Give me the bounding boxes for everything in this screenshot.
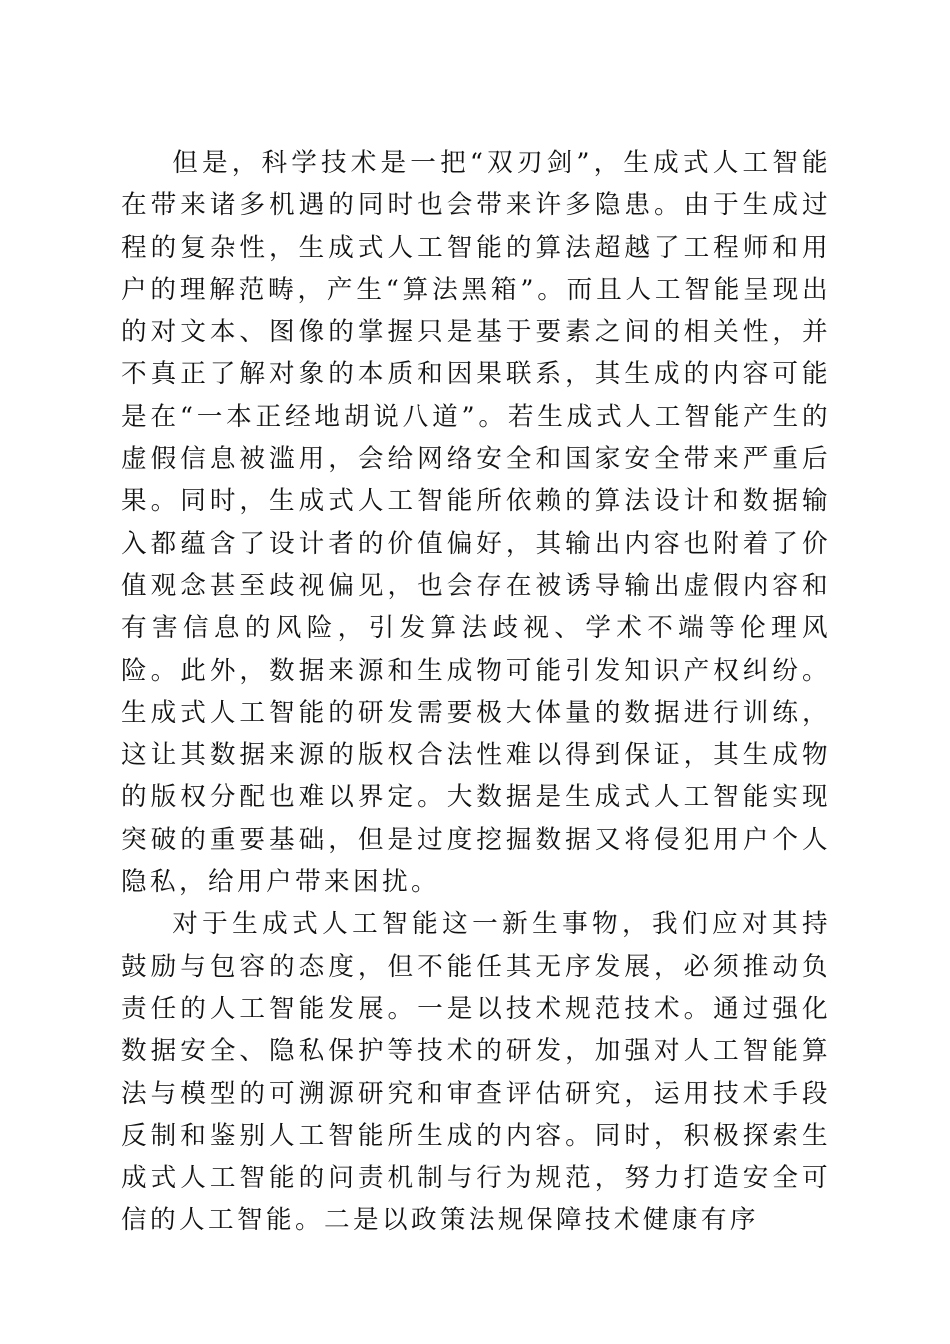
paragraph-ai-risks: 但是，科学技术是一把“双刃剑”，生成式人工智能在带来诸多机遇的同时也会带来许多隐患。由于生成过程的复杂性，生成式人工智能的算法超越了工程师和用户的理解范畴，产生“算法黑箱”。而且人工智能呈现出的对文本、图像的掌握只是基于要素之间的相关性，并不真正了解对象的本质和因果联系，其生成的内容可能是在“一本正经地胡说八道”。若生成式人工智能产生的虚假信息被滥用，会给网络安全和国家安全带来严重后果。同时，生成式人工智能所依赖的算法设计和数据输入都蕴含了设计者的价值偏好，其输出内容也附着了价值观念甚至歧视偏见，也会存在被诱导输出虚假内容和有害信息的风险，引发算法歧视、学术不端等伦理风险。此外，数据来源和生成物可能引发知识产权纠纷。生成式人工智能的研发需要极大体量的数据进行训练，这让其数据来源的版权合法性难以得到保证，其生成物的版权分配也难以界定。大数据是生成式人工智能实现突破的重要基础，但是过度挖掘数据又将侵犯用户个人隐私，给用户带来困扰。 bbox=[121, 148, 831, 898]
document-body bbox=[121, 142, 831, 1242]
paragraph-ai-governance: 对于生成式人工智能这一新生事物，我们应对其持鼓励与包容的态度，但不能任其无序发展，必须推动负责任的人工智能发展。一是以技术规范技术。通过强化数据安全、隐私保护等技术的研发，加强对人工智能算法与模型的可溯源研究和审查评估研究，运用技术手段反制和鉴别人工智能所生成的内容。同时，积极探索生成式人工智能的问责机制与行为规范，努力打造安全可信的人工智能。二是以政策法规保障技术健康有序 bbox=[121, 909, 831, 1236]
